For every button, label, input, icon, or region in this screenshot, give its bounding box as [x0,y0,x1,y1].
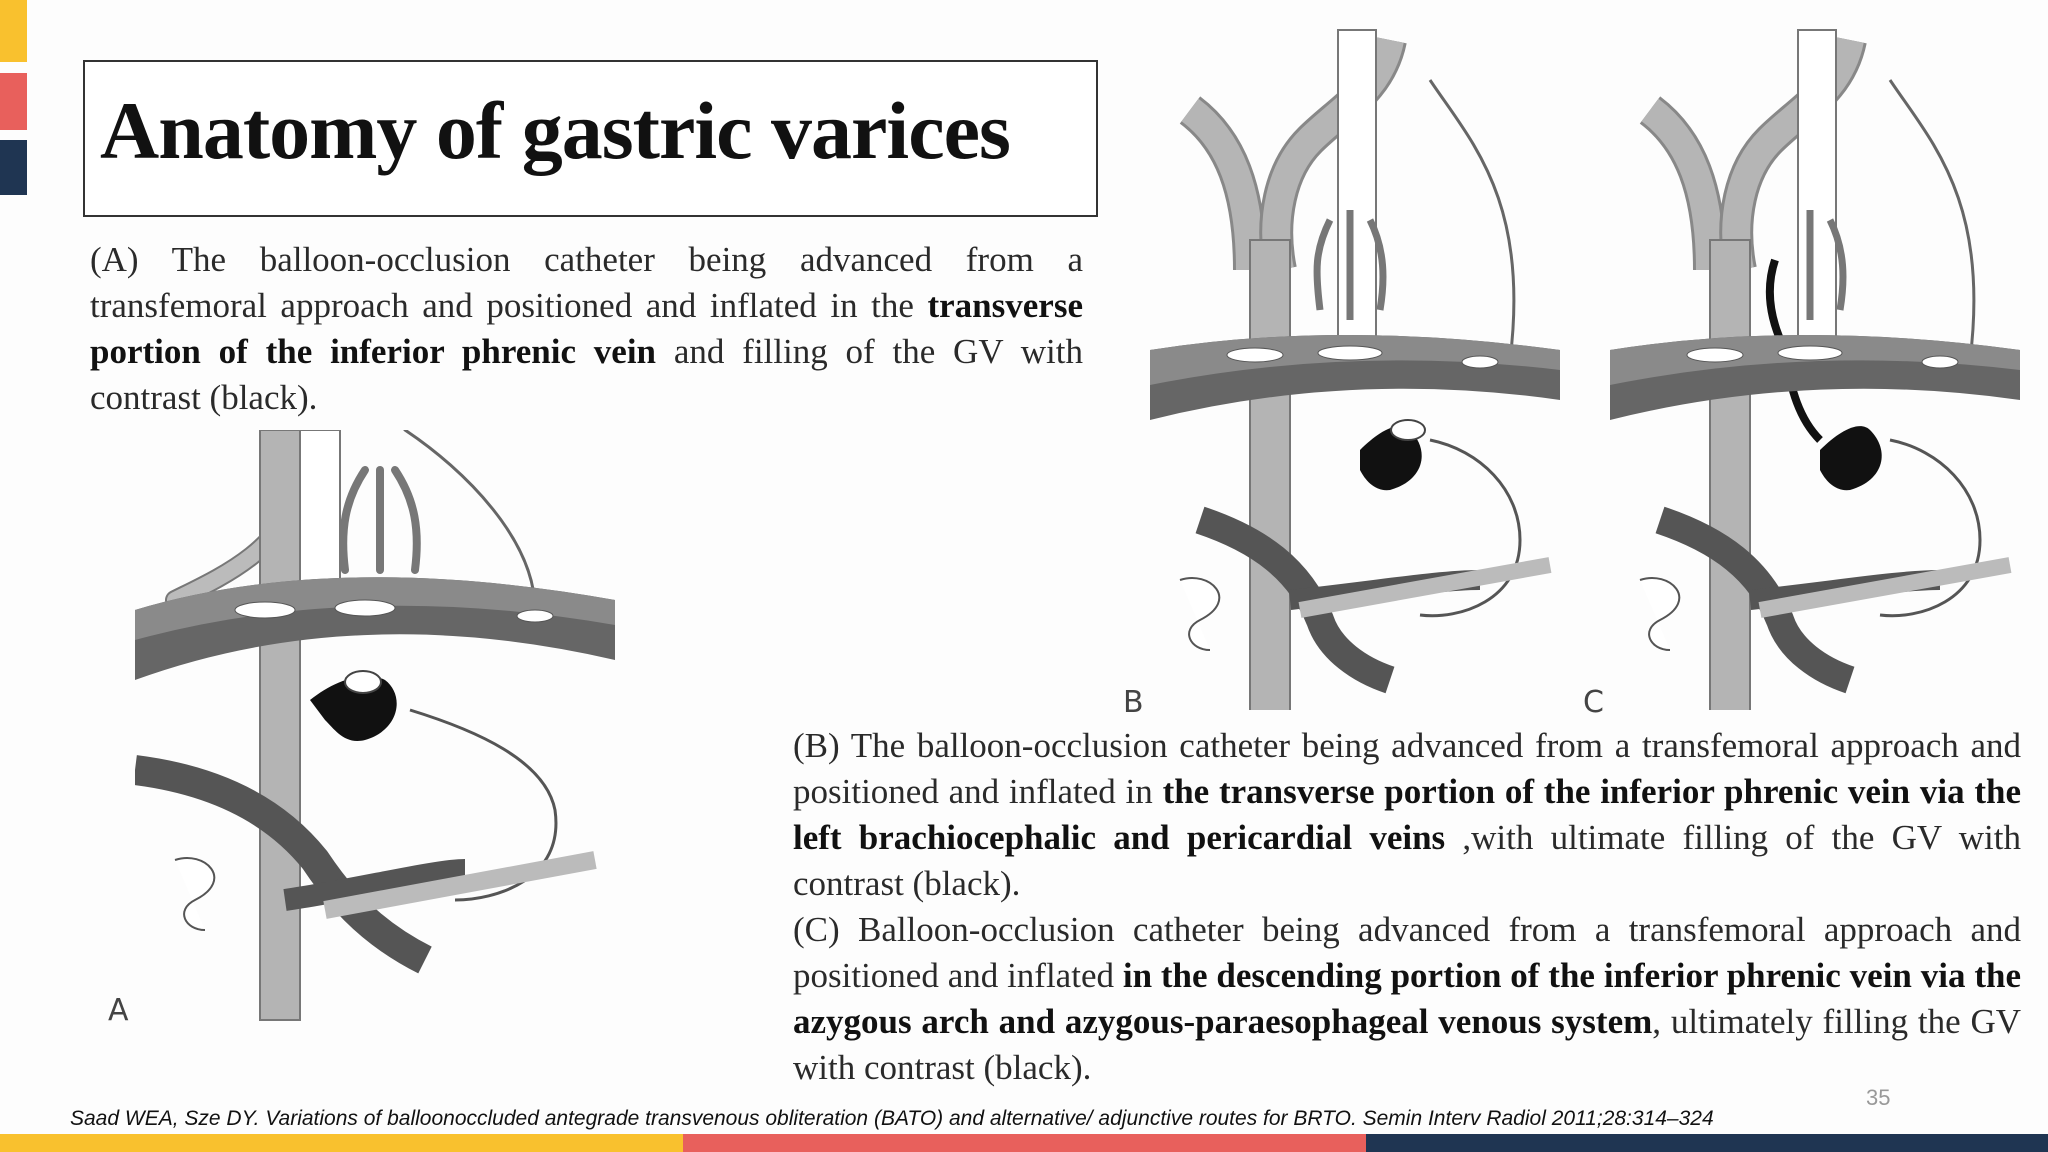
caption-c [793,907,2021,1091]
caption-c-bold: in the descending portion of the inferior phrenic vein via the azygous arch and azygous-paraesophageal venous system [793,956,2021,1041]
caption-a-text-2: and filling of the GV with contrast (black). [90,332,1083,417]
figure-b-diagram [1140,20,1560,710]
figure-c-diagram [1600,20,2020,710]
caption-a-label: (A) [90,240,139,279]
title-box [83,60,1098,217]
caption-c-text-2: , ultimately filling the GV with contrast (black). [793,1002,2022,1087]
figure-a-label: A [108,993,129,1028]
caption-c-text-1: Balloon-occlusion catheter being advanced from a transfemoral approach and positioned and inflated [793,910,2021,995]
caption-a-bold: transverse portion of the inferior phrenic vein [90,286,1083,371]
caption-b-label: (B) [793,726,840,765]
caption-bc [793,723,2021,1091]
figure-a-diagram [135,430,615,1030]
caption-b-text-1: The balloon-occlusion catheter being advanced from a transfemoral approach and positioned and inflated in [793,726,2021,811]
caption-a-text-1: The balloon-occlusion catheter being advanced from a transfemoral approach and positioned and inflated in the [90,240,1083,325]
figure-b-label: B [1123,685,1144,720]
bottom-bar-red [683,1134,1366,1152]
citation: Saad WEA, Sze DY. Variations of balloonoccluded antegrade transvenous obliteration (BATO) and alternative/ adjunctive routes for BRTO. Semin Interv Radiol 2011;28:314–324 [70,1107,1714,1130]
caption-b-bold: the transverse portion of the inferior phrenic vein via the left brachiocephalic and pericardial veins [793,772,2022,857]
accent-block-navy [0,140,27,195]
page-number: 35 [1866,1085,1891,1110]
bottom-bar-yellow [0,1134,683,1152]
caption-b-text-2: ,with ultimate filling of the GV with contrast (black). [793,818,2022,903]
accent-block-red [0,73,27,130]
figure-c-label: C [1583,685,1604,720]
accent-block-yellow [0,0,27,62]
slide-title: Anatomy of gastric varices [100,85,1010,176]
caption-c-label: (C) [793,910,840,949]
caption-a [90,237,1083,421]
bottom-bar-navy [1366,1134,2048,1152]
caption-b [793,723,2021,907]
